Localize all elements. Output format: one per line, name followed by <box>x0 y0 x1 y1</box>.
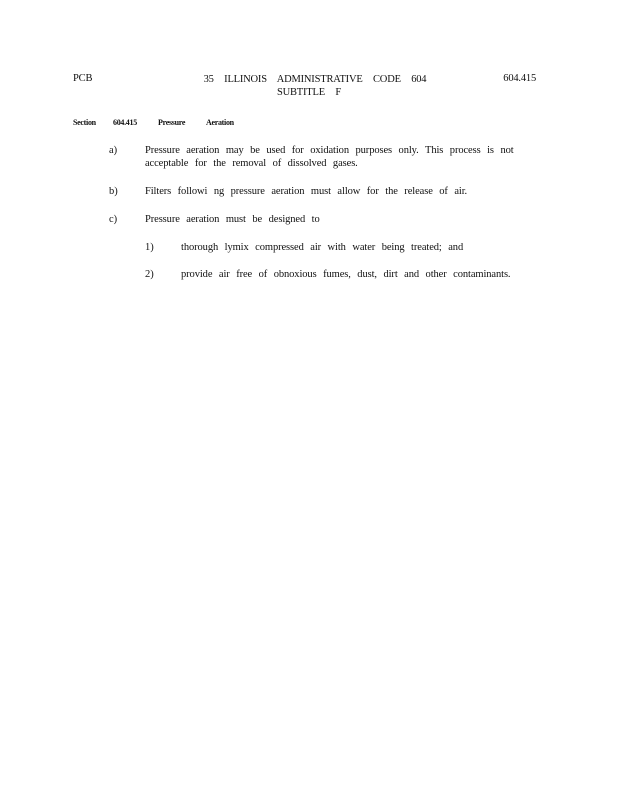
item-c-sub-2-marker: 2) <box>145 269 154 280</box>
item-b-line-1: Filters followi ng pressure aeration must allow for the release of air. <box>145 186 468 197</box>
item-a-line-2: acceptable for the removal of dissolved gases. <box>145 158 358 169</box>
item-b-marker: b) <box>109 186 118 197</box>
item-c-sub-1-text: thorough lymix compressed air with water being treated; and <box>181 242 464 253</box>
section-heading <box>73 118 234 127</box>
section-number: 604.415 <box>113 118 137 127</box>
item-a-marker: a) <box>109 145 118 156</box>
section-label: Section <box>73 118 96 127</box>
section-title-word-1: Pressure <box>158 118 186 127</box>
header-subtitle: SUBTITLE F <box>276 87 342 98</box>
item-c-sub-1-marker: 1) <box>145 242 154 253</box>
item-c-sub-2-text: provide air free of obnoxious fumes, dust, dirt and other contaminants. <box>181 269 511 280</box>
section-title-word-2: Aeration <box>206 118 234 127</box>
item-a-line-1: Pressure aeration may be used for oxidation purposes only. This process is not <box>145 145 514 156</box>
header-section-number: 604.415 <box>503 73 536 84</box>
header-title: 35 ILLINOIS ADMINISTRATIVE CODE 604 <box>203 74 427 85</box>
header-agency: PCB <box>73 73 93 84</box>
item-c-line-1: Pressure aeration must be designed to <box>145 214 320 225</box>
item-c-marker: c) <box>109 214 118 225</box>
